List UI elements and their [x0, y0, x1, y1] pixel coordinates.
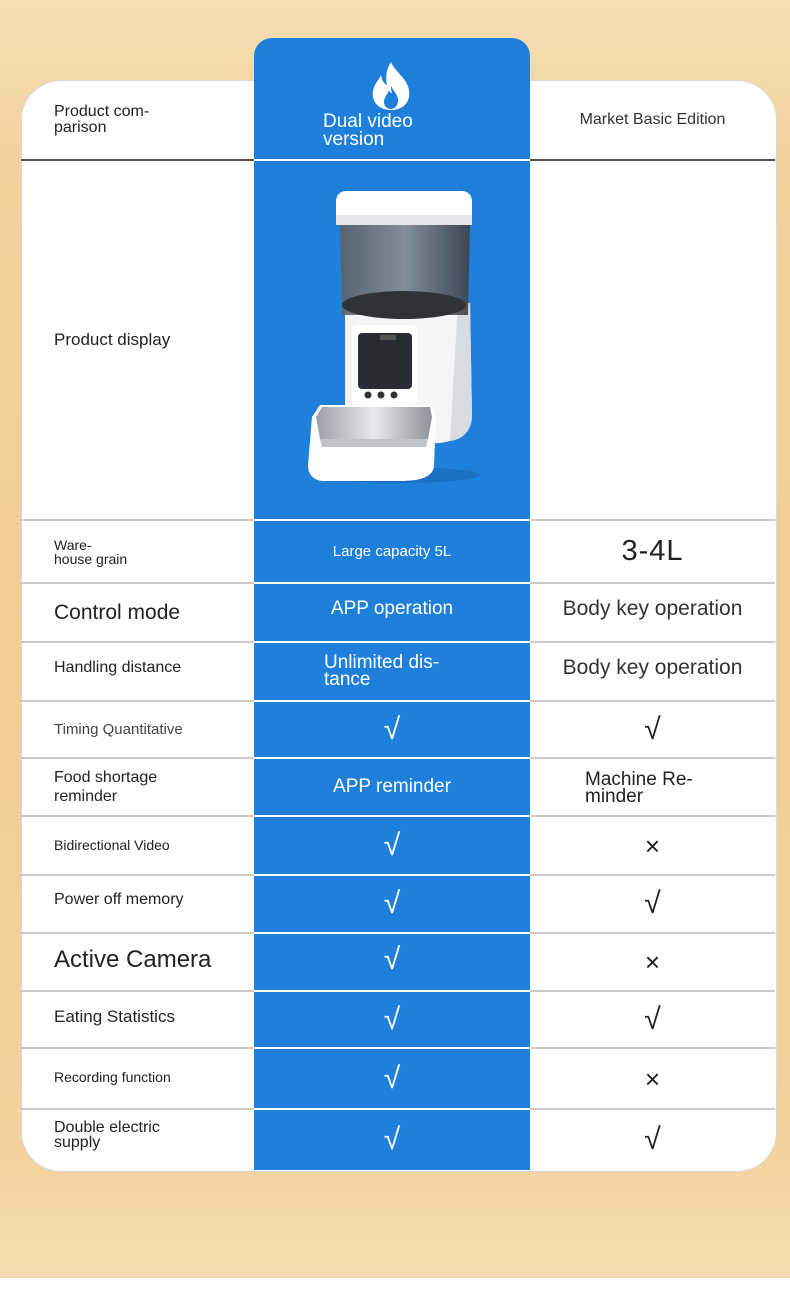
- header-featured-title: Dual video version: [323, 111, 413, 150]
- fire-icon: [367, 60, 415, 112]
- row-label: Ware- house grain: [54, 536, 128, 567]
- bottom-band: [0, 1278, 790, 1307]
- check-mark: √: [644, 887, 661, 920]
- check-mark: √: [383, 887, 401, 920]
- row-market-value: 3-4L: [621, 535, 684, 567]
- blue-divider: [254, 641, 530, 643]
- check-mark: √: [383, 1002, 401, 1036]
- check-mark: √: [644, 712, 661, 746]
- cross-mark: ×: [644, 830, 661, 861]
- row-label: Handling distance: [54, 659, 182, 676]
- pet-feeder-image: [300, 185, 480, 485]
- row-featured-value: Large capacity 5L: [332, 543, 452, 560]
- row-featured-value: APP operation: [330, 598, 454, 619]
- product-display-label: Product display: [54, 330, 171, 349]
- check-mark: √: [383, 712, 401, 746]
- row-label: Active Camera: [54, 946, 212, 973]
- check-mark: √: [644, 1123, 661, 1156]
- row-label: Double electric supply: [54, 1119, 160, 1151]
- row-market-value: Body key operation: [562, 597, 743, 620]
- row-label: Timing Quantitative: [54, 721, 183, 738]
- check-mark: √: [644, 1002, 661, 1036]
- cross-mark: ×: [644, 1063, 661, 1094]
- row-label: Power off memory: [54, 891, 184, 908]
- row-featured-value: Unlimited dis- tance: [324, 652, 440, 690]
- row-featured-value: APP reminder: [333, 776, 451, 797]
- row-label: Eating Statistics: [54, 1007, 175, 1026]
- check-mark: √: [383, 1061, 401, 1095]
- row-label: Bidirectional Video: [54, 836, 170, 853]
- row-market-value: Body key operation: [562, 656, 743, 679]
- check-mark: √: [383, 1123, 401, 1156]
- row-label: Recording function: [54, 1068, 171, 1085]
- blue-divider: [254, 159, 530, 161]
- cross-mark: ×: [644, 947, 661, 977]
- row-market-value: Machine Re- minder: [585, 769, 693, 807]
- row-label: Control mode: [54, 600, 181, 624]
- check-mark: √: [383, 943, 401, 976]
- check-mark: √: [383, 828, 401, 862]
- row-label: Food shortage reminder: [54, 769, 158, 805]
- header-market-title: Market Basic Edition: [579, 110, 726, 128]
- header-label: Product com- parison: [54, 102, 150, 136]
